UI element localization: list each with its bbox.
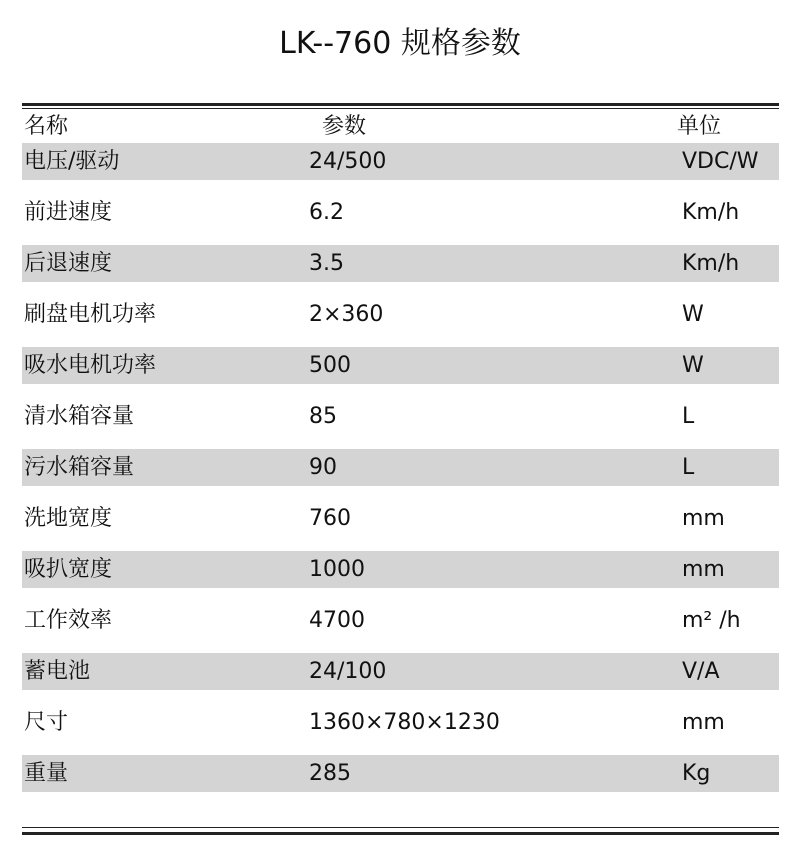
- row-name: 工作效率: [24, 608, 113, 633]
- row-unit: W: [682, 353, 704, 378]
- table-row: [22, 398, 779, 435]
- table-row: [22, 551, 779, 588]
- row-unit: mm: [682, 710, 725, 735]
- row-unit: Km/h: [682, 251, 740, 276]
- row-unit: VDC/W: [682, 149, 759, 174]
- row-unit: m² /h: [682, 608, 741, 633]
- row-name: 吸水电机功率: [24, 353, 157, 378]
- row-value: 4700: [309, 608, 365, 633]
- row-value: 760: [309, 506, 351, 531]
- row-value: 90: [309, 455, 337, 480]
- row-unit: Kg: [682, 761, 711, 786]
- row-unit: L: [682, 404, 695, 429]
- top-rule-thick: [22, 103, 779, 106]
- bottom-rule-thin: [22, 827, 779, 828]
- row-name: 刷盘电机功率: [24, 302, 157, 327]
- table-row: [22, 653, 779, 690]
- row-name: 清水箱容量: [24, 404, 135, 429]
- row-value: 6.2: [309, 200, 344, 225]
- row-value: 24/100: [309, 659, 387, 684]
- spec-table: [22, 143, 779, 806]
- row-value: 85: [309, 404, 337, 429]
- header-value: 参数: [322, 114, 367, 139]
- row-name: 蓄电池: [24, 659, 91, 684]
- row-unit: V/A: [682, 659, 720, 684]
- header-unit: 单位: [677, 114, 722, 139]
- table-row: [22, 704, 779, 741]
- top-rule-thin: [22, 108, 779, 109]
- row-name: 污水箱容量: [24, 455, 135, 480]
- row-unit: W: [682, 302, 704, 327]
- header-name: 名称: [24, 114, 69, 139]
- row-unit: mm: [682, 506, 725, 531]
- table-row: [22, 296, 779, 333]
- table-row: [22, 347, 779, 384]
- table-row: [22, 143, 779, 180]
- table-row: [22, 602, 779, 639]
- row-value: 1000: [309, 557, 365, 582]
- bottom-rule-thick: [22, 832, 779, 835]
- table-row: [22, 194, 779, 231]
- table-header: [22, 112, 779, 142]
- row-unit: Km/h: [682, 200, 740, 225]
- page-title: LK--760 规格参数: [279, 26, 521, 61]
- table-row: [22, 245, 779, 282]
- row-unit: mm: [682, 557, 725, 582]
- table-row: [22, 500, 779, 537]
- row-value: 24/500: [309, 149, 387, 174]
- row-value: 500: [309, 353, 351, 378]
- row-value: 2×360: [309, 302, 384, 327]
- table-row: [22, 755, 779, 792]
- row-name: 前进速度: [24, 200, 113, 225]
- row-value: 1360×780×1230: [309, 710, 500, 735]
- table-row: [22, 449, 779, 486]
- row-value: 3.5: [309, 251, 344, 276]
- row-name: 电压/驱动: [24, 149, 120, 174]
- row-name: 洗地宽度: [24, 506, 113, 531]
- row-name: 重量: [24, 761, 69, 786]
- row-name: 后退速度: [24, 251, 113, 276]
- row-name: 尺寸: [24, 710, 69, 735]
- row-value: 285: [309, 761, 351, 786]
- row-unit: L: [682, 455, 695, 480]
- row-name: 吸扒宽度: [24, 557, 113, 582]
